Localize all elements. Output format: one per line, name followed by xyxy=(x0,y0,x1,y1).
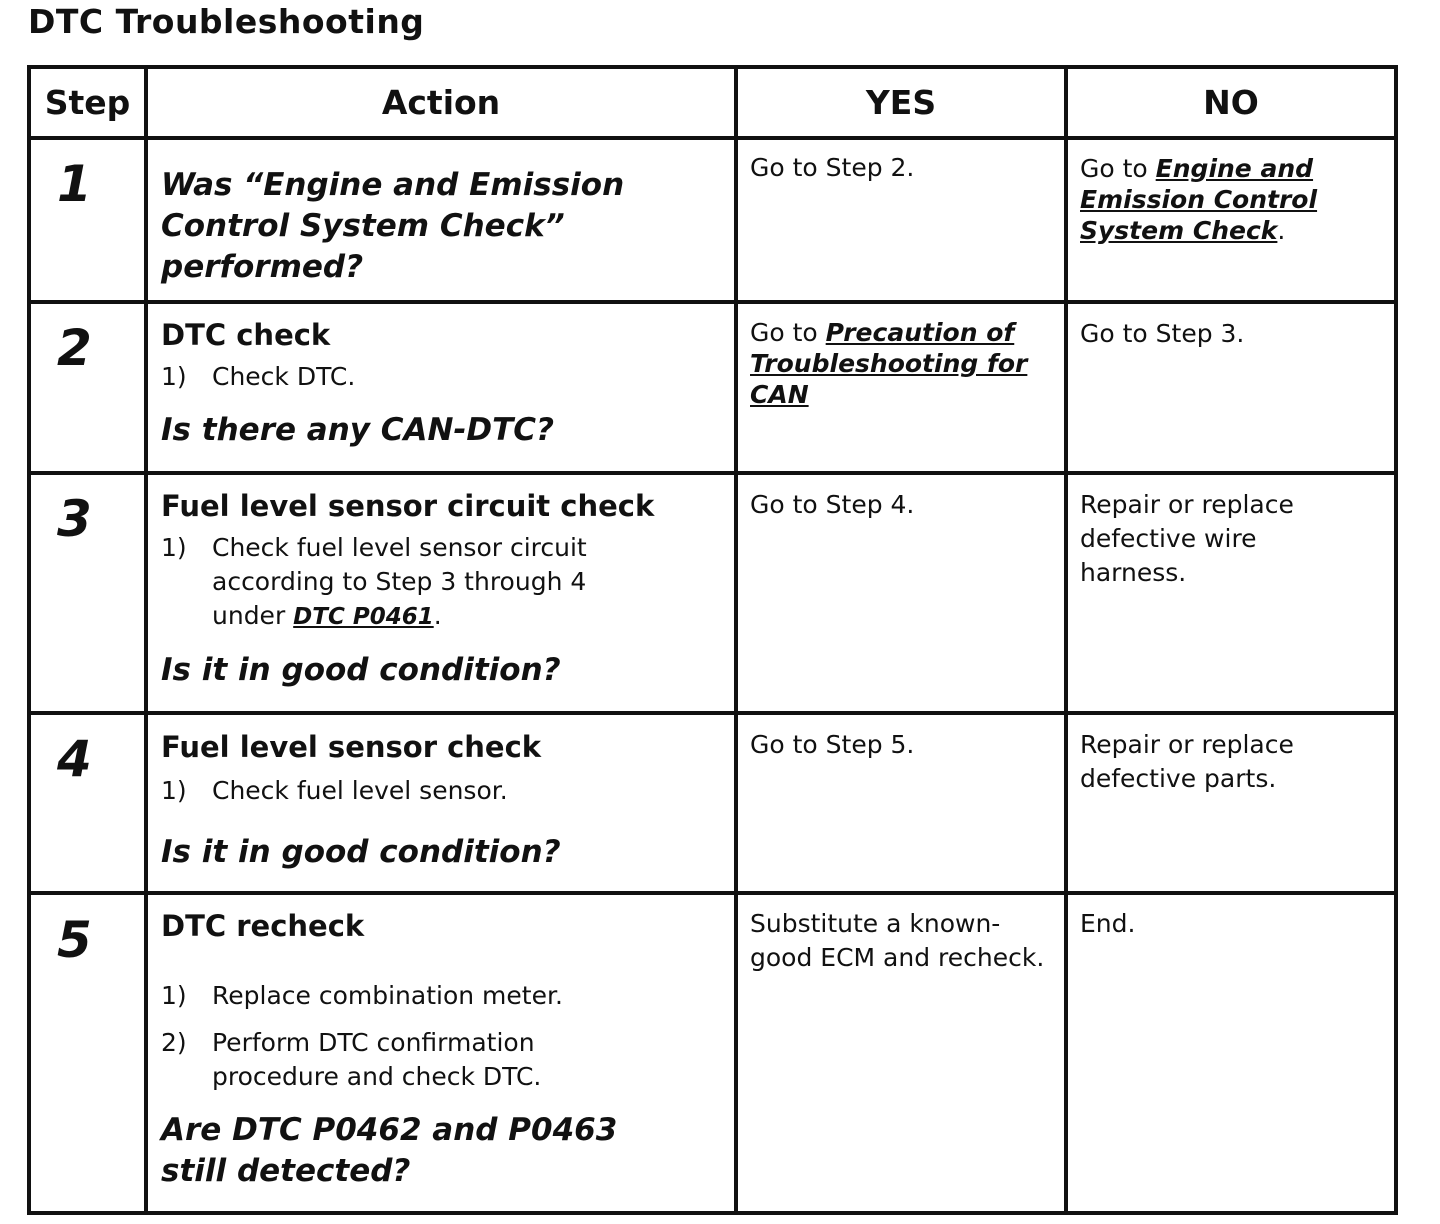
step-number: 1 xyxy=(57,155,92,213)
item-text: Check fuel level sensor. xyxy=(212,776,508,805)
action-cell xyxy=(161,730,721,873)
yes-cell: Substitute a known-good ECM and recheck. xyxy=(750,909,1045,972)
no-suffix: . xyxy=(1277,216,1286,245)
no-cell: Repair or replace defective parts. xyxy=(1080,730,1294,793)
troubleshooting-table xyxy=(27,65,1398,1215)
action-step-item xyxy=(161,360,721,394)
item-text: Check fuel level sensor circuit according to Step 3 through 4 under xyxy=(212,533,587,630)
action-heading: Fuel level sensor check xyxy=(161,730,542,764)
item-number: 1) xyxy=(161,776,187,805)
no-cell xyxy=(1080,153,1380,246)
header-step: Step xyxy=(44,83,131,122)
row-divider xyxy=(31,471,1394,475)
action-step-item xyxy=(161,774,721,808)
row-divider xyxy=(31,711,1394,715)
row-divider xyxy=(31,300,1394,304)
action-step-item xyxy=(161,1026,652,1094)
action-question: Is there any CAN-DTC? xyxy=(161,412,554,448)
action-cell xyxy=(161,489,721,691)
column-divider xyxy=(734,69,738,1211)
header-action: Action xyxy=(381,83,501,122)
yes-cell: Go to Step 4. xyxy=(750,490,915,519)
yes-cell: Go to Step 5. xyxy=(750,730,915,759)
action-cell xyxy=(161,909,721,1192)
step-number: 5 xyxy=(57,911,92,969)
action-question: Is it in good condition? xyxy=(161,834,561,870)
yes-cell: Go to Step 2. xyxy=(750,153,915,182)
action-heading: DTC recheck xyxy=(161,909,365,943)
header-yes: YES xyxy=(865,83,937,122)
no-cell: End. xyxy=(1080,909,1136,938)
action-heading: Fuel level sensor circuit check xyxy=(161,489,655,523)
step-number: 3 xyxy=(57,490,92,548)
item-text: Perform DTC confirmation procedure and check DTC. xyxy=(212,1028,542,1091)
step-number: 2 xyxy=(57,319,92,377)
item-number: 1) xyxy=(161,533,187,562)
dtc-p0461-link[interactable]: DTC P0461 xyxy=(293,604,434,630)
action-cell xyxy=(161,318,721,451)
action-question: Are DTC P0462 and P0463 still detected? xyxy=(161,1112,618,1189)
no-text: Go to xyxy=(1080,154,1156,183)
action-cell xyxy=(161,165,721,288)
precaution-can-link[interactable]: Precaution of Troubleshooting for CAN xyxy=(750,318,1028,409)
yes-text: Go to xyxy=(750,318,826,347)
action-heading: DTC check xyxy=(161,318,331,352)
item-number: 2) xyxy=(161,1028,187,1057)
action-step-item xyxy=(161,531,652,634)
item-text: Check DTC. xyxy=(212,362,356,391)
item-number: 1) xyxy=(161,981,187,1010)
item-text: Replace combination meter. xyxy=(212,981,563,1010)
engine-emission-check-link[interactable]: Engine and Emission Control System Check xyxy=(1080,154,1318,245)
column-divider xyxy=(144,69,148,1211)
column-divider xyxy=(1064,69,1068,1211)
page-title: DTC Troubleshooting xyxy=(28,2,425,41)
step-number: 4 xyxy=(57,730,92,788)
item-suffix: . xyxy=(433,601,442,630)
yes-cell xyxy=(750,317,1055,410)
action-step-item xyxy=(161,979,721,1013)
item-number: 1) xyxy=(161,362,187,391)
no-cell: Repair or replace defective wire harness. xyxy=(1080,490,1294,587)
no-cell: Go to Step 3. xyxy=(1080,319,1245,348)
header-no: NO xyxy=(1203,83,1259,122)
action-question: Is it in good condition? xyxy=(161,652,561,688)
row-divider xyxy=(31,891,1394,895)
action-question: Was “Engine and Emission Control System Check” performed? xyxy=(161,167,625,285)
row-divider xyxy=(31,136,1394,140)
